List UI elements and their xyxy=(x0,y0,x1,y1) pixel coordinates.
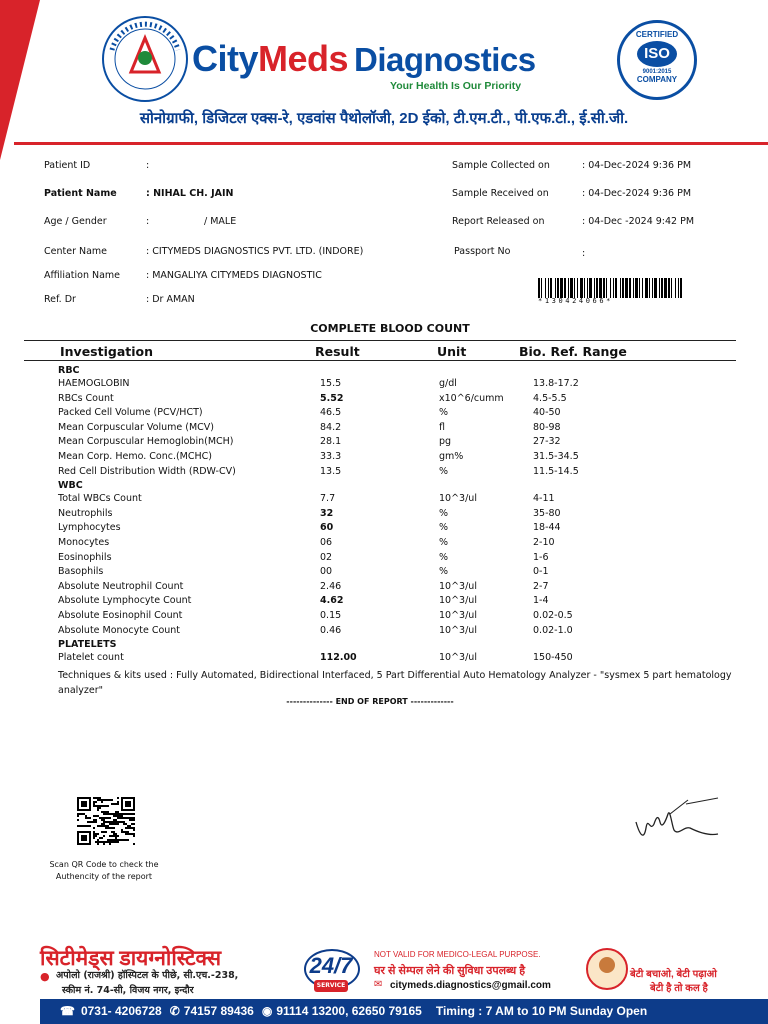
ref-dr-label: Ref. Dr xyxy=(44,294,76,305)
signature xyxy=(630,796,725,846)
row-unit: gm% xyxy=(439,451,464,462)
report-title: COMPLETE BLOOD COUNT xyxy=(310,322,470,335)
ref-dr-value: : Dr AMAN xyxy=(146,294,195,305)
row-result: 5.52 xyxy=(320,392,344,404)
row-result: 0.15 xyxy=(320,610,342,621)
row-result: 0.46 xyxy=(320,624,342,636)
row-unit: 10^3/ul xyxy=(439,595,477,607)
qr-code xyxy=(77,797,135,845)
row-range: 2-10 xyxy=(533,537,555,548)
row-test: HAEMOGLOBIN xyxy=(58,378,130,389)
released-label: Report Released on xyxy=(452,216,545,227)
row-unit: fl xyxy=(439,421,445,433)
seal-number: 9001:2015 xyxy=(642,69,672,75)
row-result: 00 xyxy=(320,566,333,578)
row-test: Eosinophils xyxy=(58,551,112,563)
patient-name-label: Patient Name xyxy=(44,188,117,199)
row-test: Neutrophils xyxy=(58,507,113,519)
row-range: 13.8-17.2 xyxy=(533,378,579,389)
row-result: 15.5 xyxy=(320,378,342,389)
row-range: 4.5-5.5 xyxy=(533,392,567,404)
table-header-rule xyxy=(24,360,736,361)
end-of-report: -------------- END OF REPORT ------------- xyxy=(286,697,454,706)
row-result: 2.46 xyxy=(320,580,342,592)
patient-id-label: Patient ID xyxy=(44,160,91,171)
row-test: Mean Corpuscular Volume (MCV) xyxy=(58,421,214,433)
contact-bar xyxy=(40,999,768,1024)
phone-mobile: 74157 89436 xyxy=(183,1004,254,1018)
group-header-rbc: RBC xyxy=(58,365,80,376)
row-range: 4-11 xyxy=(533,493,555,505)
tagline: Your Health Is Our Priority xyxy=(390,80,522,92)
affiliation-value: : MANGALIYA CITYMEDS DIAGNOSTIC xyxy=(146,270,322,281)
badge-number: 24/7 xyxy=(309,953,353,978)
age-gender-label: Age / Gender xyxy=(44,216,107,227)
techniques-note: Techniques & kits used : Fully Automated, Bidirectional Interfaced, 5 Part Differential Auto Hematology Analyzer - "sysmex 5 part hematology analyzer" xyxy=(58,670,732,696)
row-test: Red Cell Distribution Width (RDW-CV) xyxy=(58,465,236,477)
row-unit: 10^3/ul xyxy=(439,652,477,664)
row-range: 18-44 xyxy=(533,522,561,534)
row-result: 28.1 xyxy=(320,436,342,448)
received-label: Sample Received on xyxy=(452,188,549,199)
row-range: 80-98 xyxy=(533,421,561,433)
row-result: 02 xyxy=(320,551,333,563)
row-range: 35-80 xyxy=(533,507,561,519)
mail-icon: ✉ xyxy=(374,979,383,990)
slogan-line-2: बेटी है तो कल है xyxy=(650,983,708,994)
barcode-number: *130424066* xyxy=(538,297,613,305)
seal-top-text: CERTIFIED xyxy=(635,30,679,39)
column-header-range: Bio. Ref. Range xyxy=(519,344,627,359)
qr-caption-line-1: Scan QR Code to check the xyxy=(49,860,159,869)
service-badge xyxy=(300,949,362,995)
row-test: Monocytes xyxy=(58,537,110,548)
home-sample-note: घर से सेम्पल लेने की सुविधा उपलब्ध है xyxy=(374,965,526,977)
phone-whatsapp: 91114 13200, 62650 79165 xyxy=(276,1004,422,1018)
row-range: 2-7 xyxy=(533,580,549,592)
not-valid-note: NOT VALID FOR MEDICO-LEGAL PURPOSE. xyxy=(374,950,541,959)
row-range: 0.02-1.0 xyxy=(533,624,573,636)
row-test: Mean Corpuscular Hemoglobin(MCH) xyxy=(58,436,234,448)
group-header-platelets: PLATELETS xyxy=(58,639,117,651)
seal-bottom-text: COMPANY xyxy=(636,75,678,84)
row-unit: 10^3/ul xyxy=(439,493,477,505)
group-header-wbc: WBC xyxy=(58,480,83,492)
row-range: 0-1 xyxy=(533,566,549,578)
row-unit: % xyxy=(439,566,449,578)
row-unit: 10^3/ul xyxy=(439,580,477,592)
patient-name-value: : NIHAL CH. JAIN xyxy=(146,188,234,199)
patient-id-value: : xyxy=(146,160,150,171)
row-unit: % xyxy=(439,522,449,534)
row-range: 150-450 xyxy=(533,652,573,664)
row-unit: % xyxy=(439,465,449,477)
qr-caption-line-2: Authencity of the report xyxy=(55,872,153,881)
row-test: Packed Cell Volume (PCV/HCT) xyxy=(58,407,203,419)
row-result: 32 xyxy=(320,507,334,519)
brand-diagnostics: Diagnostics xyxy=(354,41,536,78)
row-result: 112.00 xyxy=(320,652,357,664)
affiliation-label: Affiliation Name xyxy=(44,270,121,281)
footer-email: citymeds.diagnostics@gmail.com xyxy=(390,980,551,991)
row-test: Platelet count xyxy=(58,652,124,664)
footer-brand-hindi: सिटीमेड्स डायग्नोस्टिक्स xyxy=(40,947,222,970)
row-result: 13.5 xyxy=(320,465,342,477)
row-range: 1-6 xyxy=(533,551,549,563)
row-test: Lymphocytes xyxy=(58,522,121,534)
row-result: 06 xyxy=(320,537,333,548)
company-logo-icon xyxy=(98,14,192,104)
row-test: Total WBCs Count xyxy=(58,493,142,505)
collected-label: Sample Collected on xyxy=(452,160,550,171)
row-unit: % xyxy=(439,507,449,519)
center-name-label: Center Name xyxy=(44,246,108,257)
timing: Timing : 7 AM to 10 PM Sunday Open xyxy=(435,1004,648,1018)
table-top-rule xyxy=(24,340,736,341)
row-result: 46.5 xyxy=(320,407,342,419)
phone-icon: ☎ xyxy=(60,1004,75,1018)
row-test: Absolute Monocyte Count xyxy=(58,624,181,636)
row-result: 7.7 xyxy=(320,493,336,505)
row-range: 27-32 xyxy=(533,436,561,448)
column-header-unit: Unit xyxy=(437,344,467,359)
collected-value: : 04-Dec-2024 9:36 PM xyxy=(582,160,692,171)
row-test: Absolute Eosinophil Count xyxy=(58,610,183,621)
row-range: 1-4 xyxy=(533,595,549,607)
slogan-line-1: बेटी बचाओ, बेटी पढ़ाओ xyxy=(630,969,717,980)
row-range: 40-50 xyxy=(533,407,561,419)
seal-iso-text: ISO xyxy=(637,41,677,67)
qr-caption xyxy=(34,859,174,883)
brand-city: City xyxy=(192,38,259,79)
column-header-result: Result xyxy=(315,344,360,359)
phone-landline: 0731- 4206728 xyxy=(80,1004,162,1018)
row-test: Basophils xyxy=(58,566,104,578)
footer-address-line-1: अपोलो (राजश्री) हॉस्पिटल के पीछे, सी.एच.-238, xyxy=(56,970,239,981)
services-line: सोनोग्राफी, डिजिटल एक्स-रे, एडवांस पैथोलॉजी, 2D ईको, टी.एम.टी., पी.एफ.टी., ई.सी.जी. xyxy=(139,110,629,127)
whatsapp-icon: ◉ xyxy=(261,1004,273,1018)
location-pin-icon: ● xyxy=(40,970,50,983)
footer-address-line-2: स्कीम नं. 74-सी, विजय नगर, इन्दौर xyxy=(62,985,194,996)
brand-meds: Meds xyxy=(258,38,349,79)
brand-name xyxy=(192,38,536,80)
row-unit: 10^3/ul xyxy=(439,610,477,621)
row-test: Mean Corp. Hemo. Conc.(MCHC) xyxy=(58,451,212,462)
row-range: 31.5-34.5 xyxy=(533,451,579,462)
row-unit: % xyxy=(439,551,449,563)
gender-value: / MALE xyxy=(204,216,237,227)
row-test: RBCs Count xyxy=(58,392,114,404)
passport-value: : xyxy=(582,248,586,259)
row-range: 0.02-0.5 xyxy=(533,610,573,621)
row-result: 60 xyxy=(320,522,334,534)
age-value: : xyxy=(146,216,150,227)
badge-label: SERVICE xyxy=(314,980,348,992)
header xyxy=(0,0,768,102)
row-unit: 10^3/ul xyxy=(439,624,477,636)
row-unit: pg xyxy=(439,436,452,448)
row-result: 33.3 xyxy=(320,451,342,462)
row-test: Absolute Neutrophil Count xyxy=(58,580,184,592)
mobile-icon: ✆ xyxy=(169,1004,180,1018)
row-range: 11.5-14.5 xyxy=(533,465,579,477)
center-name-value: : CITYMEDS DIAGNOSTICS PVT. LTD. (INDORE) xyxy=(146,246,364,257)
row-result: 84.2 xyxy=(320,421,342,433)
header-divider xyxy=(14,142,768,145)
row-unit: x10^6/cumm xyxy=(439,392,504,404)
row-unit: % xyxy=(439,537,449,548)
received-value: : 04-Dec-2024 9:36 PM xyxy=(582,188,692,199)
passport-label: Passport No xyxy=(454,246,511,257)
row-result: 4.62 xyxy=(320,595,344,607)
iso-seal xyxy=(617,20,697,100)
row-unit: % xyxy=(439,407,449,419)
column-header-investigation: Investigation xyxy=(60,344,154,359)
girl-child-icon xyxy=(586,948,628,990)
row-unit: g/dl xyxy=(439,378,457,389)
row-test: Absolute Lymphocyte Count xyxy=(58,595,192,607)
released-value: : 04-Dec -2024 9:42 PM xyxy=(582,216,695,227)
barcode xyxy=(538,278,684,298)
